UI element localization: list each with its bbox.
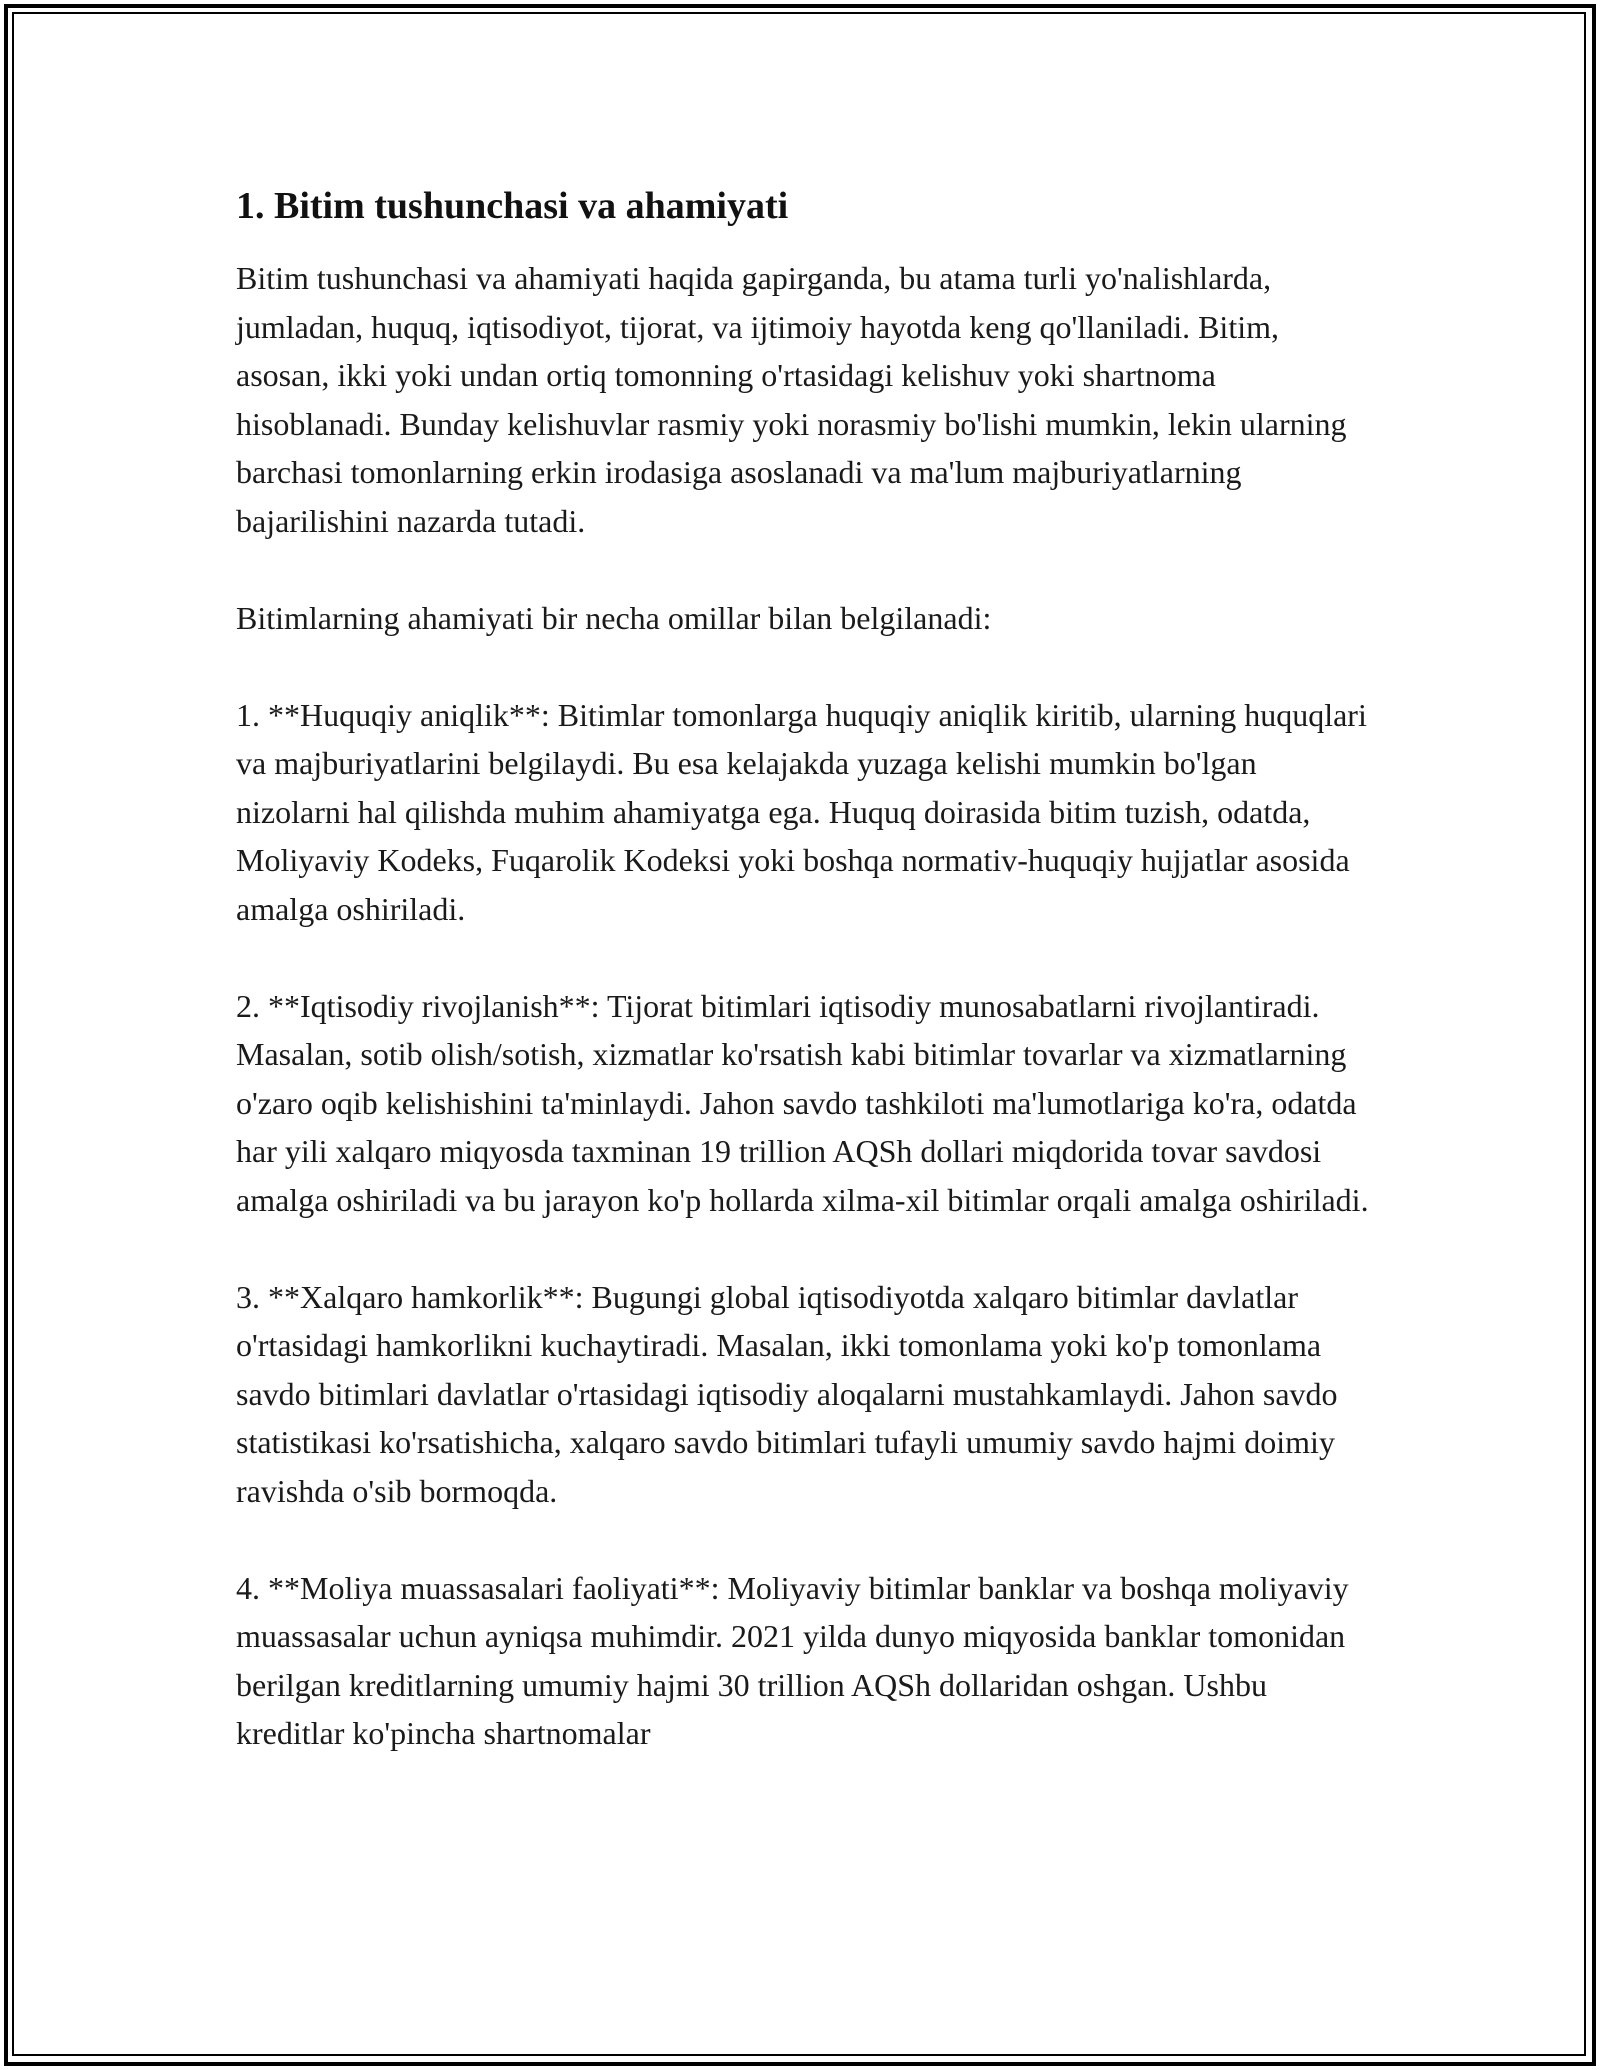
paragraph-item-4: 4. **Moliya muassasalari faoliyati**: Moliyaviy bitimlar banklar va boshqa moliyaviy muassasalar uchun ayniqsa muhimdir. 2021 yilda dunyo miqyosida banklar tomonidan berilgan kreditlarning umumiy hajmi 30 trillion AQSh dollaridan oshgan. Ushbu kreditlar ko'pincha shartnomalar <box>236 1569 1349 1751</box>
paragraph-item-3: 3. **Xalqaro hamkorlik**: Bugungi global iqtisodiyotda xalqaro bitimlar davlatlar o'rtasidagi hamkorlikni kuchaytiradi. Masalan, ikki tomonlama yoki ko'p tomonlama savdo bitimlari davlatlar o'rtasidagi iqtisodiy aloqalarni mustahkamlaydi. Jahon savdo statistikasi ko'rsatishicha, xalqaro savdo bitimlari tufayli umumiy savdo hajmi doimiy ravishda o'sib bormoqda. <box>236 1278 1338 1509</box>
paragraph-lead: Bitimlarning ahamiyati bir necha omillar bilan belgilanadi: <box>236 599 992 636</box>
paragraph-item-1: 1. **Huquqiy aniqlik**: Bitimlar tomonlarga huquqiy aniqlik kiritib, ularning huquqlari va majburiyatlarini belgilaydi. Bu esa kelajakda yuzaga kelishi mumkin bo'lgan nizolarni hal qilishda muhim ahamiyatga ega. Huquq doirasida bitim tuzish, odatda, Moliyaviy Kodeks, Fuqarolik Kodeksi yoki boshqa normativ-huquqiy hujjatlar asosida amalga oshiriladi. <box>236 696 1367 927</box>
section-title: 1. Bitim tushunchasi va ahamiyati <box>236 185 789 227</box>
document-page <box>236 184 1376 1806</box>
paragraph-intro: Bitim tushunchasi va ahamiyati haqida gapirganda, bu atama turli yo'nalishlarda, jumladan, huquq, iqtisodiyot, tijorat, va ijtimoiy hayotda keng qo'llaniladi. Bitim, asosan, ikki yoki undan ortiq tomonning o'rtasidagi kelishuv yoki shartnoma hisoblanadi. Bunday kelishuvlar rasmiy yoki norasmiy bo'lishi mumkin, lekin ularning barchasi tomonlarning erkin irodasiga asoslanadi va ma'lum majburiyatlarning bajarilishini nazarda tutadi. <box>236 260 1347 539</box>
paragraph-item-2: 2. **Iqtisodiy rivojlanish**: Tijorat bitimlari iqtisodiy munosabatlarni rivojlantiradi. Masalan, sotib olish/sotish, xizmatlar ko'rsatish kabi bitimlar tovarlar va xizmatlarning o'zaro oqib kelishishini ta'minlaydi. Jahon savdo tashkiloti ma'lumotlariga ko'ra, odatda har yili xalqaro miqyosda taxminan 19 trillion AQSh dollari miqdorida tovar savdosi amalga oshiriladi va bu jarayon ko'p hollarda xilma-xil bitimlar orqali amalga oshiriladi. <box>236 987 1369 1218</box>
